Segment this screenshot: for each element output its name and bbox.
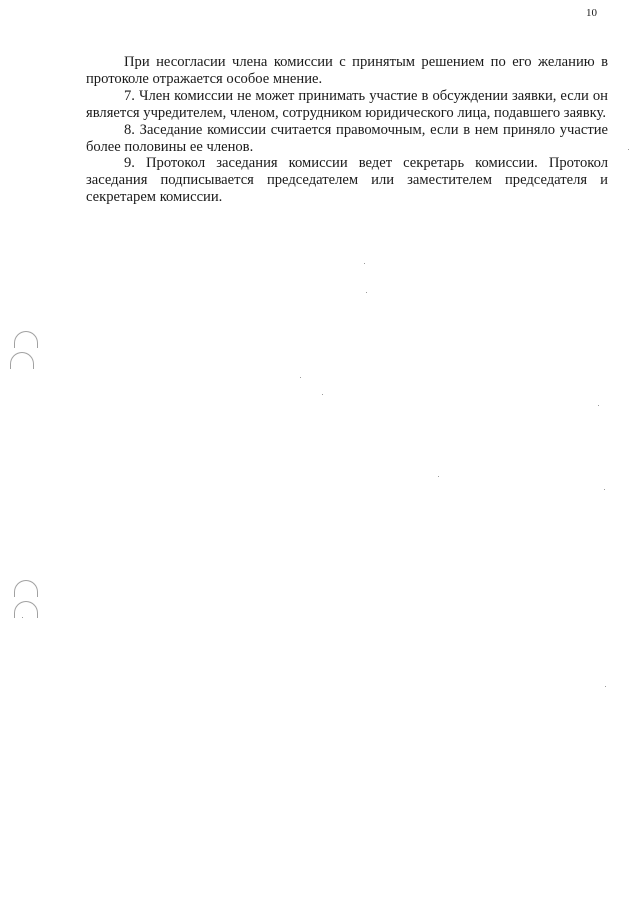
scan-speck (22, 617, 23, 618)
scan-speck (605, 686, 606, 687)
paragraph-9: 9. Протокол заседания комиссии ведет секретарь комиссии. Протокол заседания подписывается председателем или заместителем председателя и секретарем комиссии. (86, 155, 608, 206)
scan-speck (322, 394, 323, 395)
scan-speck (604, 489, 605, 490)
paragraph-dissent: При несогласии члена комиссии с принятым решением по его желанию в протоколе отражается особое мнение. (86, 54, 608, 87)
punch-hole-mark (10, 352, 34, 369)
scan-speck (366, 292, 367, 293)
scan-speck (438, 476, 439, 477)
paragraph-8: 8. Заседание комиссии считается правомочным, если в нем приняло участие более половины ее членов. (86, 121, 608, 155)
punch-hole-mark (14, 580, 38, 597)
paragraph-7: 7. Член комиссии не может принимать участие в обсуждении заявки, если он является учредителем, членом, сотрудником юридического лица, подавшего заявку. (86, 87, 608, 121)
scan-speck (300, 377, 301, 378)
page-number: 10 (586, 7, 597, 19)
scan-speck (364, 263, 365, 264)
punch-hole-mark (14, 601, 38, 618)
scan-speck (628, 149, 629, 150)
punch-hole-mark (14, 331, 38, 348)
scan-speck (598, 405, 599, 406)
document-body (86, 54, 608, 206)
